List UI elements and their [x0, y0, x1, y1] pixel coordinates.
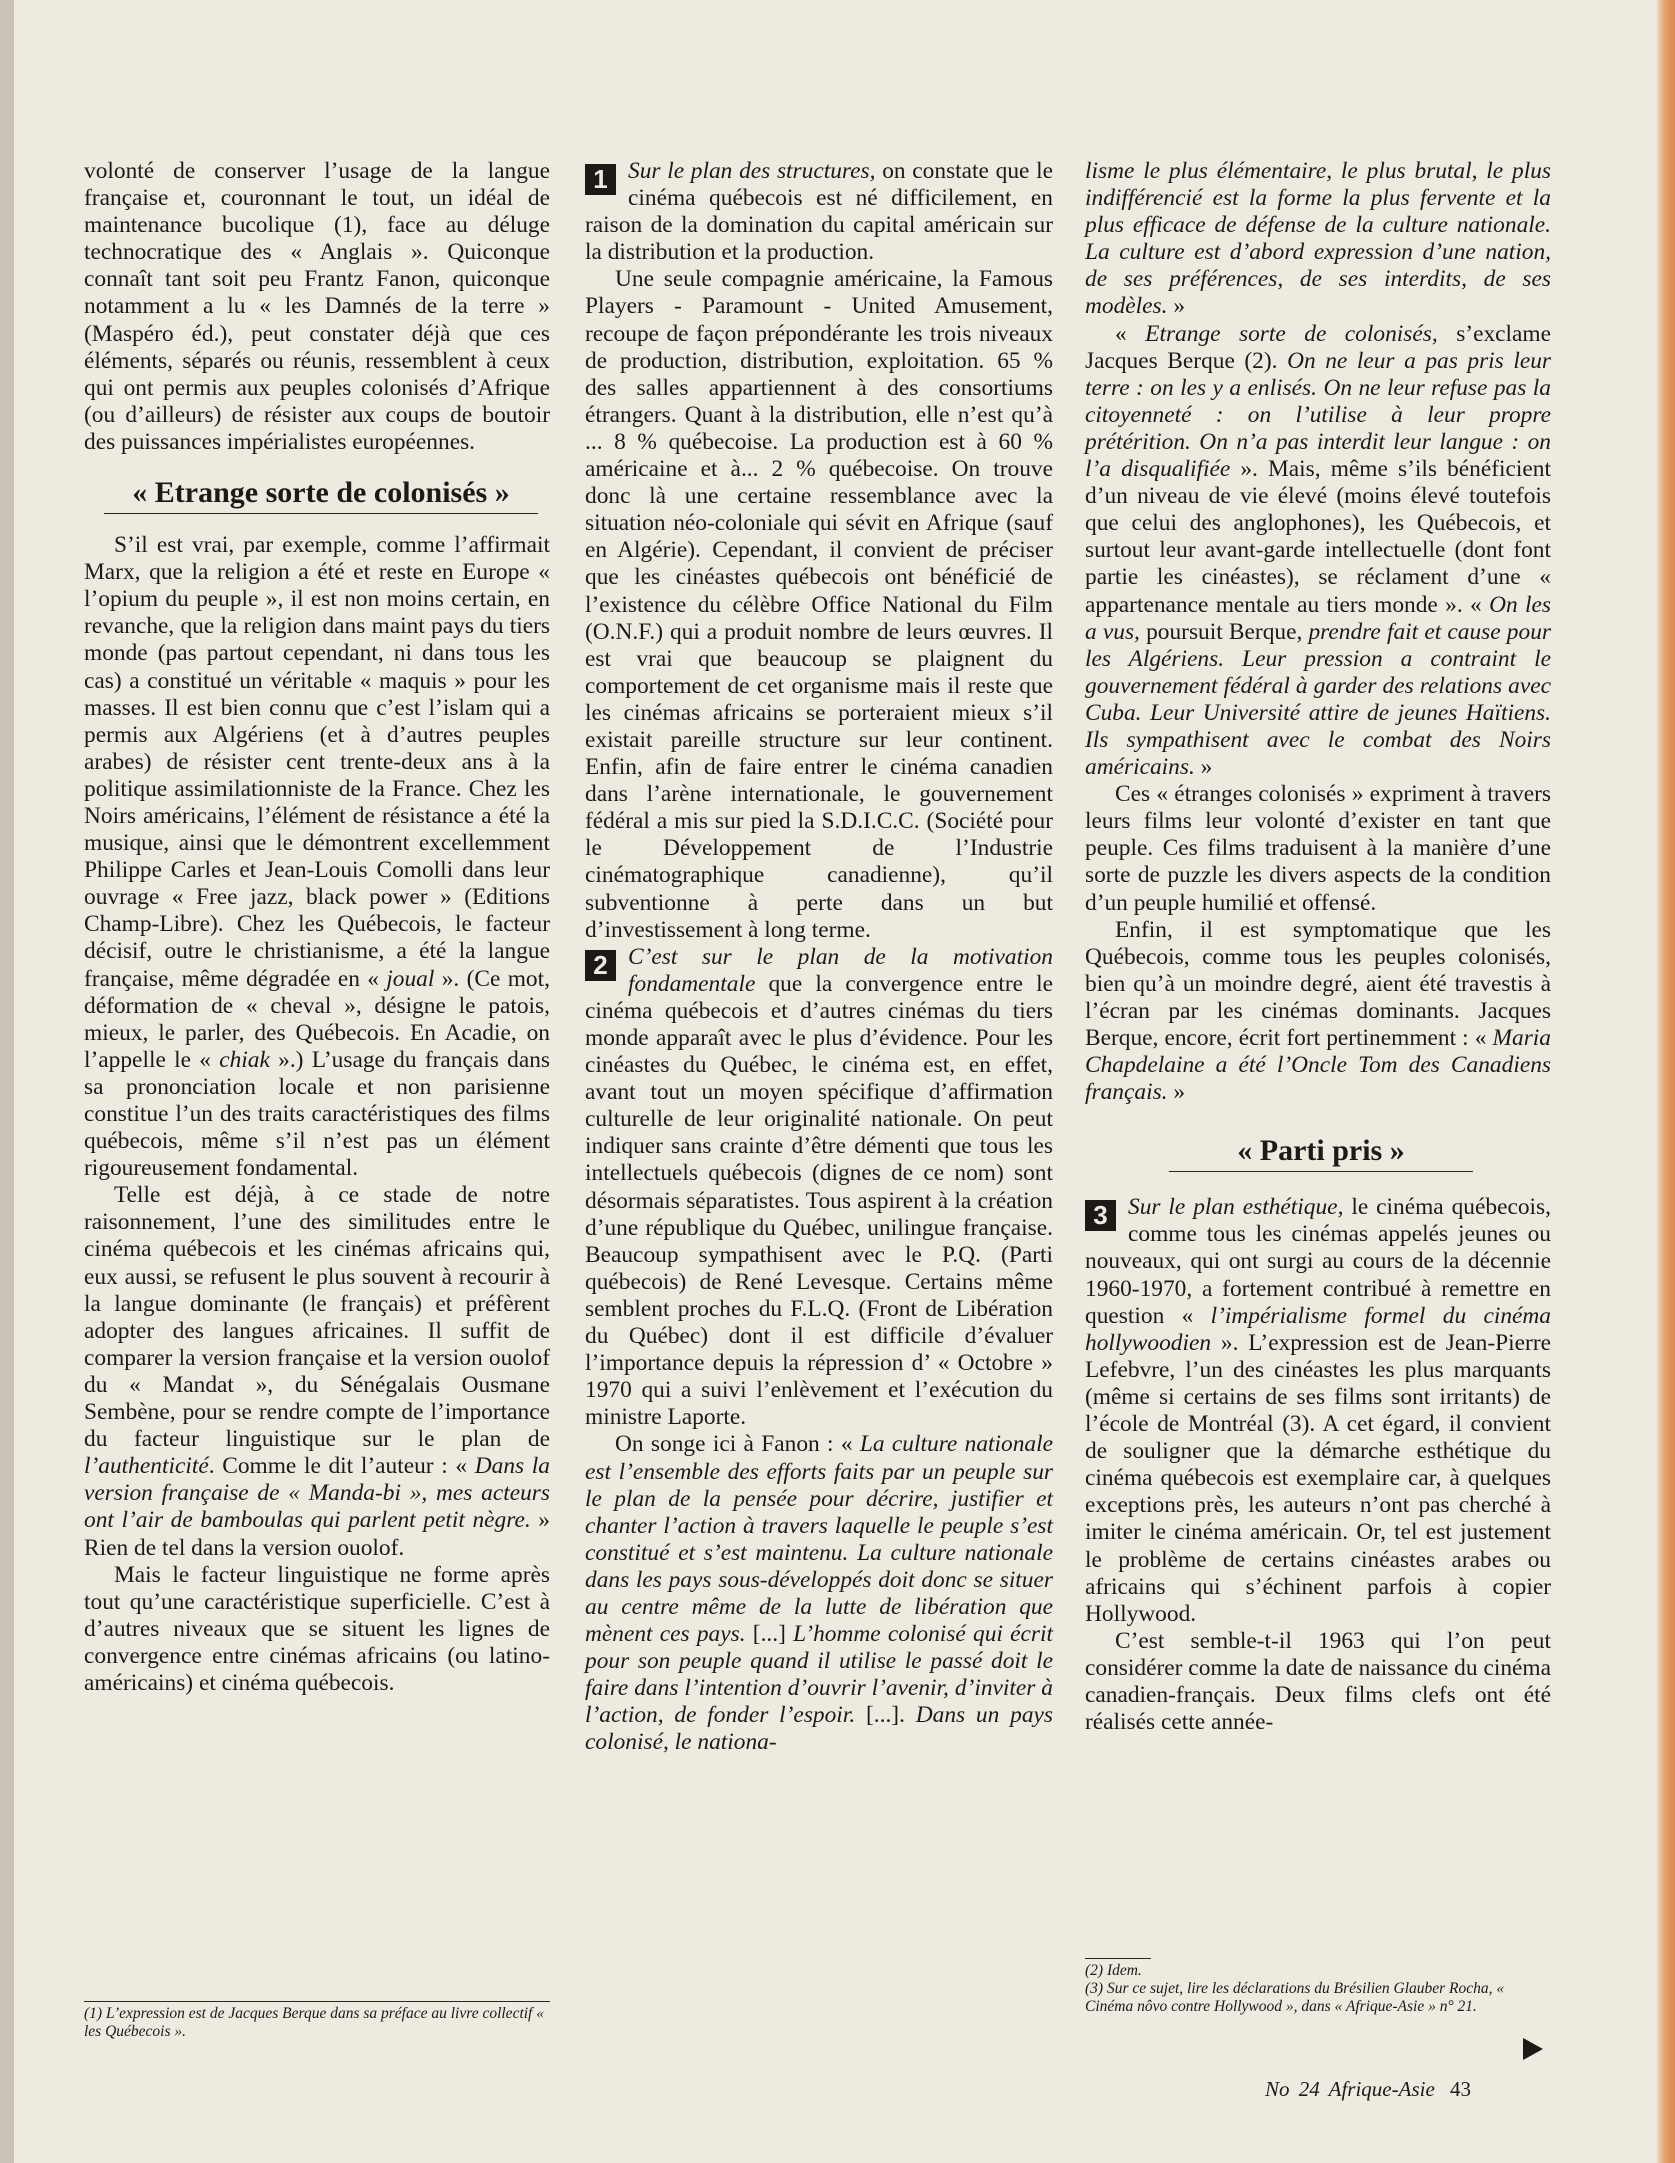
section-number-badge: 3	[1085, 1200, 1116, 1231]
numbered-section: 2 C’est sur le plan de la motivation fondamentale que la convergence entre le cinéma québecois et d’autres cinémas du tiers monde apparaît avec le plus d’évidence. Pour les cinéastes du Québec, le cinéma est, en effet, avant tout un moyen spécifique d’affirmation culturelle de leur originalité nationale. On peut indiquer sans crainte d’être démenti que tous les intellectuels québecois (dignes de ce nom) sont désormais séparatistes. Tous aspirent à la création d’une république du Québec, unilingue française. Beaucoup sympathisent avec le P.Q. (Parti québecois) de René Levesque. Certains même semblent proches du F.L.Q. (Front de Libération du Québec) dont il est difficile d’évaluer l’importance depuis la répression d’ « Octobre » 1970 qui a suivi l’enlèvement et l’exécution du ministre Laporte.	[585, 943, 1053, 1431]
section-heading: « Etrange sorte de colonisés »	[104, 476, 538, 514]
section-number-badge: 1	[585, 164, 616, 195]
paragraph: « Etrange sorte de colonisés, s’exclame Jacques Berque (2). On ne leur a pas pris leur terre : on les y a enlisés. On ne leur refuse pas la citoyenneté : on l’utilise à leur propre prétérition. On n’a pas interdit leur langue : on l’a disqualifiée ». Mais, même s’ils bénéficient d’un niveau de vie élevé (moins élevé toutefois que celui des anglophones), les Québecois, et surtout leur avant-garde intellectuelle (dont font partie les cinéastes), se réclament d’une « appartenance mentale au tiers monde ». « On les a vus, poursuit Berque, prendre fait et cause pour les Algériens. Leur pression a contraint le gouvernement fédéral à garder des relations avec Cuba. Leur Université attire de jeunes Haïtiens. Ils sympathisent avec le combat des Noirs américains. »	[1085, 320, 1552, 781]
footnote: (1) L’expression est de Jacques Berque dans sa préface au livre collectif « les Québecois ».	[84, 2001, 550, 2041]
numbered-section: 3 Sur le plan esthétique, le cinéma québecois, comme tous les cinémas appelés jeunes ou nouveaux, qui ont surgi au cours de la décennie 1960-1970, a fortement contribué à remettre en question « l’impérialisme formel du cinéma hollywoodien ». L’expression est de Jean-Pierre Lefebvre, l’un des cinéastes les plus marquants (même si certains de ses films sont irritants) de l’école de Montréal (3). A cet égard, il convient de souligner que la démarche esthétique du cinéma québecois est exemplaire car, à quelques exceptions près, les auteurs n’ont pas cherché à imiter le cinéma américain. Or, tel est justement le problème de certains cinéastes arabes ou africains qui s’échinent parfois à copier Hollywood.	[1085, 1194, 1551, 1627]
magazine-name: Afrique-Asie	[1328, 2077, 1435, 2101]
paragraph: Une seule compagnie américaine, la Famous Players - Paramount - United Amusement, recoupe de façon prépondérante les trois niveaux de production, distribution, exploitation. 65 % des salles appartiennent à des consortiums étrangers. Quant à la distribution, elle n’est qu’à ... 8 % québecoise. La production est à 60 % américaine et à... 2 % québecoise. On trouve donc là une certaine ressemblance avec la situation néo-coloniale qui sévit en Afrique (sauf en Algérie). Cependant, il convient de préciser que les cinéastes québecois ont bénéficié de l’existence du célèbre Office National du Film (O.N.F.) qui a produit nombre de leurs œuvres. Il est vrai que beaucoup se plaignent du comportement de cet organisme mais il reste que les cinémas africains se porteraient mieux s’il existait pareille structure sur leur continent. Enfin, afin de faire entrer le cinéma canadien dans l’arène internationale, le gouvernement fédéral a mis sur pied la S.D.I.C.C. (Société pour le Développement de l’Industrie cinématographique canadienne), qu’il subventionne à perte dans un but d’investissement à long terme.	[585, 266, 1053, 943]
column-2	[585, 158, 1053, 1757]
page-edge	[1657, 0, 1675, 2163]
footnotes	[1085, 1958, 1551, 2016]
footnote: (3) Sur ce sujet, lire les déclarations du Brésilien Glauber Rocha, « Cinéma nôvo contre Hollywood », dans « Afrique-Asie » n° 21.	[1085, 1980, 1505, 2015]
section-number-badge: 2	[585, 950, 616, 981]
section-heading: « Parti pris »	[1169, 1134, 1473, 1172]
footnote: (2) Idem.	[1085, 1962, 1142, 1979]
binding-gutter	[0, 0, 14, 2163]
paragraph: Mais le facteur linguistique ne forme après tout qu’une caractéristique superficielle. C’est à d’autres niveaux que se situent les lignes de convergence entre cinémas africains (ou latino-américains) et cinéma québecois.	[84, 1561, 550, 1696]
continue-arrow-icon	[1523, 2038, 1543, 2060]
paragraph: volonté de conserver l’usage de la langue française et, couronnant le tout, un idéal de maintenance bucolique (1), face au déluge technocratique des « Anglais ». Quiconque connaît tant soit peu Frantz Fanon, quiconque notamment a lu « les Damnés de la terre » (Maspéro éd.), peut constater déjà que ces éléments, séparés ou réunis, ressemblent à ceux qui ont permis aux peuples colonisés d’Afrique (ou d’ailleurs) de résister aux coups de boutoir des puissances impérialistes européennes.	[84, 158, 550, 455]
paragraph: On songe ici à Fanon : « La culture nationale est l’ensemble des efforts faits par un peuple sur le plan de la pensée pour décrire, justifier et chanter l’action à travers laquelle le peuple s’est constitué et s’est maintenu. La culture nationale dans les pays sous-développés doit donc se situer au centre même de la lutte de libération que mènent ces pays. [...] L’homme colonisé qui écrit pour son peuple quand il utilise le passé doit le faire dans l’intention d’ouvrir l’avenir, d’inviter à l’action, de fonder l’espoir. [...]. Dans un pays colonisé, le nationa-	[585, 1431, 1053, 1756]
paragraph: S’il est vrai, par exemple, comme l’affirmait Marx, que la religion a été et reste en Europe « l’opium du peuple », il est non moins certain, en revanche, que la religion dans maint pays du tiers monde (pas partout cependant, ni dans tous les cas) a constitué un véritable « maquis » pour les masses. Il est bien connu que c’est l’islam qui a permis aux Algériens (et à d’autres peuples arabes) de résister cent trente-deux ans à la politique assimilationniste de la France. Chez les Noirs américains, l’élément de résistance a été la musique, ainsi que le démontrent excellemment Philippe Carles et Jean-Louis Comolli dans leur ouvrage « Free jazz, black power » (Editions Champ-Libre). Chez les Québecois, le facteur décisif, outre le christianisme, a été la langue française, même dégradée en « joual ». (Ce mot, déformation de « cheval », désigne le patois, mieux, le parler, des Québecois. En Acadie, on l’appelle le « chiak ».) L’usage du français dans sa prononciation locale et non parisienne constitue l’un des traits caractéristiques des films québecois, même s’il n’est pas un élément rigoureusement fondamental.	[84, 532, 550, 1182]
paragraph: lisme le plus élémentaire, le plus brutal, le plus indifférencié est la forme la plus fervente et la plus efficace de défense de la culture nationale. La culture est d’abord expression d’une nation, de ses préférences, de ses interdits, de ses modèles. »	[1085, 158, 1551, 320]
page-folio	[1265, 2077, 1471, 2102]
paragraph: Telle est déjà, à ce stade de notre raisonnement, l’une des similitudes entre le cinéma québecois et les cinémas africains qui, eux aussi, se refusent le plus souvent à recourir à la langue dominante (le français) et préfèrent adopter des langues africaines. Il suffit de comparer la version française et la version ouolof du « Mandat », du Sénégalais Ousmane Sembène, pour se rendre compte de l’importance du facteur linguistique sur le plan de l’authenticité. Comme le dit l’auteur : « Dans la version française de « Manda-bi », mes acteurs ont l’air de bamboulas qui parlent petit nègre. » Rien de tel dans la version ouolof.	[84, 1182, 550, 1561]
column-3	[1085, 158, 1551, 1736]
column-1	[84, 158, 550, 1697]
paragraph: Ces « étranges colonisés » expriment à travers leurs films leur volonté d’exister en tant que peuple. Ces films traduisent à la manière d’une sorte de puzzle les divers aspects de la condition d’un peuple humilié et offensé.	[1085, 781, 1551, 916]
issue-number: No 24	[1265, 2077, 1320, 2101]
paragraph: C’est semble-t-il 1963 qui l’on peut considérer comme la date de naissance du cinéma canadien-français. Deux films clefs ont été réalisés cette année-	[1085, 1627, 1551, 1736]
numbered-section: 1 Sur le plan des structures, on constate que le cinéma québecois est né difficilement, en raison de la domination du capital américain sur la distribution et la production.	[585, 158, 1053, 266]
paragraph: Enfin, il est symptomatique que les Québecois, comme tous les peuples colonisés, bien qu’à un moindre degré, aient été travestis à l’écran par les cinémas dominants. Jacques Berque, encore, écrit fort pertinemment : « Maria Chapdelaine a été l’Oncle Tom des Canadiens français. »	[1085, 916, 1551, 1106]
page-number: 43	[1450, 2077, 1472, 2101]
